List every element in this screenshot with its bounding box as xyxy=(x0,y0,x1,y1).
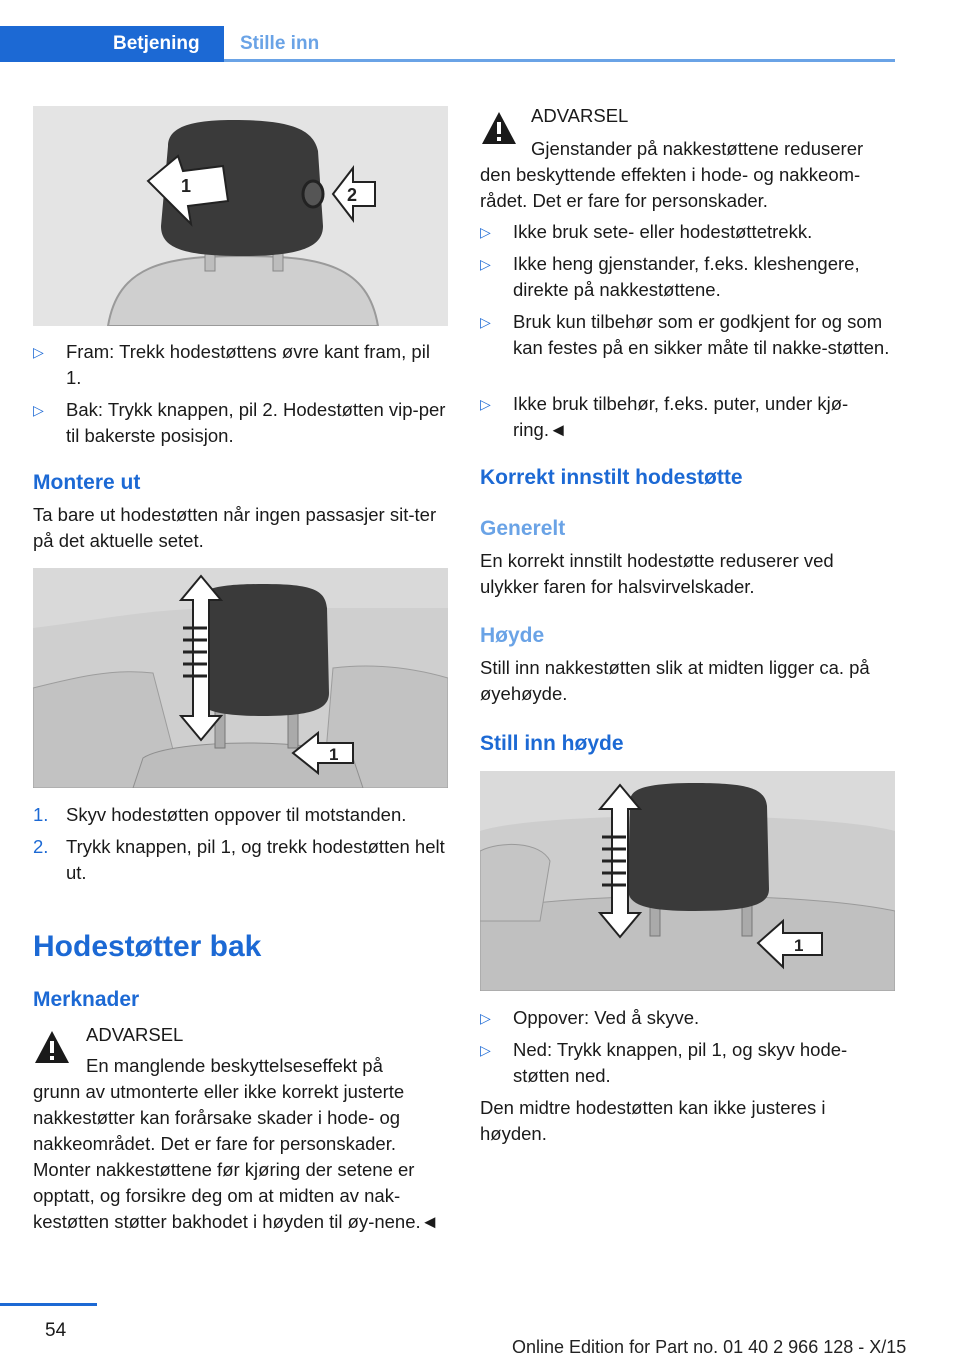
triangle-bullet-icon: ▷ xyxy=(480,256,491,272)
bullet-text: Ikke bruk tilbehør, f.eks. puter, under kjø-ring.◄ xyxy=(513,393,849,440)
fig2-label-1: 1 xyxy=(329,745,339,764)
triangle-bullet-icon: ▷ xyxy=(480,396,491,412)
step-number: 1. xyxy=(33,804,49,825)
triangle-bullet-icon: ▷ xyxy=(480,1042,491,1058)
heading-correct-headrest: Korrekt innstilt hodestøtte xyxy=(480,466,743,489)
footer-rule xyxy=(0,1303,97,1306)
bullet-text: Fram: Trekk hodestøttens øvre kant fram, pil 1. xyxy=(66,341,430,388)
bullet-text: Bruk kun tilbehør som er godkjent for og som kan festes på en sikker måte til nakke-støtten. xyxy=(513,311,890,358)
figure-headrest-remove xyxy=(33,568,448,788)
middle-headrest-text: Den midtre hodestøtten kan ikke justeres i høyden. xyxy=(480,1097,826,1144)
figure-headrest-height xyxy=(480,771,895,991)
warning-text: grunn av utmonterte eller ikke korrekt justerte nakkestøtter kan forårsake skader i hode- og nakkeområdet. Det er fare for personskader. Monter nakkestøttene før kjøring der setene er opptatt, og forsikre deg om at midten av nak-kestøtten støtter bakhodet i høyden til øy-nene.◄ xyxy=(33,1081,439,1232)
header-subsection: Stille inn xyxy=(240,33,320,54)
remove-text: Ta bare ut hodestøtten når ingen passasjer sit-ter på det aktuelle setet. xyxy=(33,504,437,551)
warning-text: den beskyttende effekten i hode- og nakkeom-rådet. Det er fare for personskader. xyxy=(480,164,861,211)
bullet-text: Oppover: Ved å skyve. xyxy=(513,1007,700,1028)
fig1-label-2: 2 xyxy=(347,185,358,205)
bullet-text: Ikke bruk sete- eller hodestøttetrekk. xyxy=(513,221,813,242)
warning-first-line: En manglende beskyttelseseffekt på xyxy=(86,1055,383,1076)
header-section: Betjening xyxy=(113,33,200,54)
warning-icon xyxy=(480,110,518,146)
footer-edition: Online Edition for Part no. 01 40 2 966 128 - X/15 xyxy=(512,1337,907,1357)
fig3-label-1: 1 xyxy=(794,936,804,955)
fig1-label-1: 1 xyxy=(181,176,192,196)
height-text: Still inn nakkestøtten slik at midten ligger ca. på øyehøyde. xyxy=(480,657,870,704)
bullet-text: Bak: Trykk knappen, pil 2. Hodestøtten vip-per til bakerste posisjon. xyxy=(66,399,446,446)
heading-set-height: Still inn høyde xyxy=(480,732,624,755)
general-text: En korrekt innstilt hodestøtte reduserer ved ulykker faren for halsvirvelskader. xyxy=(480,550,834,597)
bullet-text: Ikke heng gjenstander, f.eks. kleshengere, direkte på nakkestøttene. xyxy=(513,253,860,300)
page-number: 54 xyxy=(45,1320,67,1341)
heading-height: Høyde xyxy=(480,624,545,647)
triangle-bullet-icon: ▷ xyxy=(480,224,491,240)
step-text: Skyv hodestøtten oppover til motstanden. xyxy=(66,804,407,825)
heading-general: Generelt xyxy=(480,517,566,540)
step-text: Trykk knappen, pil 1, og trekk hodestøtten helt ut. xyxy=(66,836,445,883)
warning-title: ADVARSEL xyxy=(86,1024,184,1045)
warning-first-line: Gjenstander på nakkestøttene reduserer xyxy=(531,138,864,159)
figure-headrest-tilt xyxy=(33,106,448,326)
header-rule xyxy=(224,59,895,62)
bullet-text: Ned: Trykk knappen, pil 1, og skyv hode-støtten ned. xyxy=(513,1039,848,1086)
step-number: 2. xyxy=(33,836,49,857)
triangle-bullet-icon: ▷ xyxy=(33,402,44,418)
warning-title: ADVARSEL xyxy=(531,105,629,126)
warning-icon xyxy=(33,1029,71,1065)
heading-notes: Merknader xyxy=(33,988,140,1011)
heading-rear-headrests: Hodestøtter bak xyxy=(33,930,262,963)
heading-remove: Montere ut xyxy=(33,471,141,494)
triangle-bullet-icon: ▷ xyxy=(480,1010,491,1026)
triangle-bullet-icon: ▷ xyxy=(480,314,491,330)
triangle-bullet-icon: ▷ xyxy=(33,344,44,360)
